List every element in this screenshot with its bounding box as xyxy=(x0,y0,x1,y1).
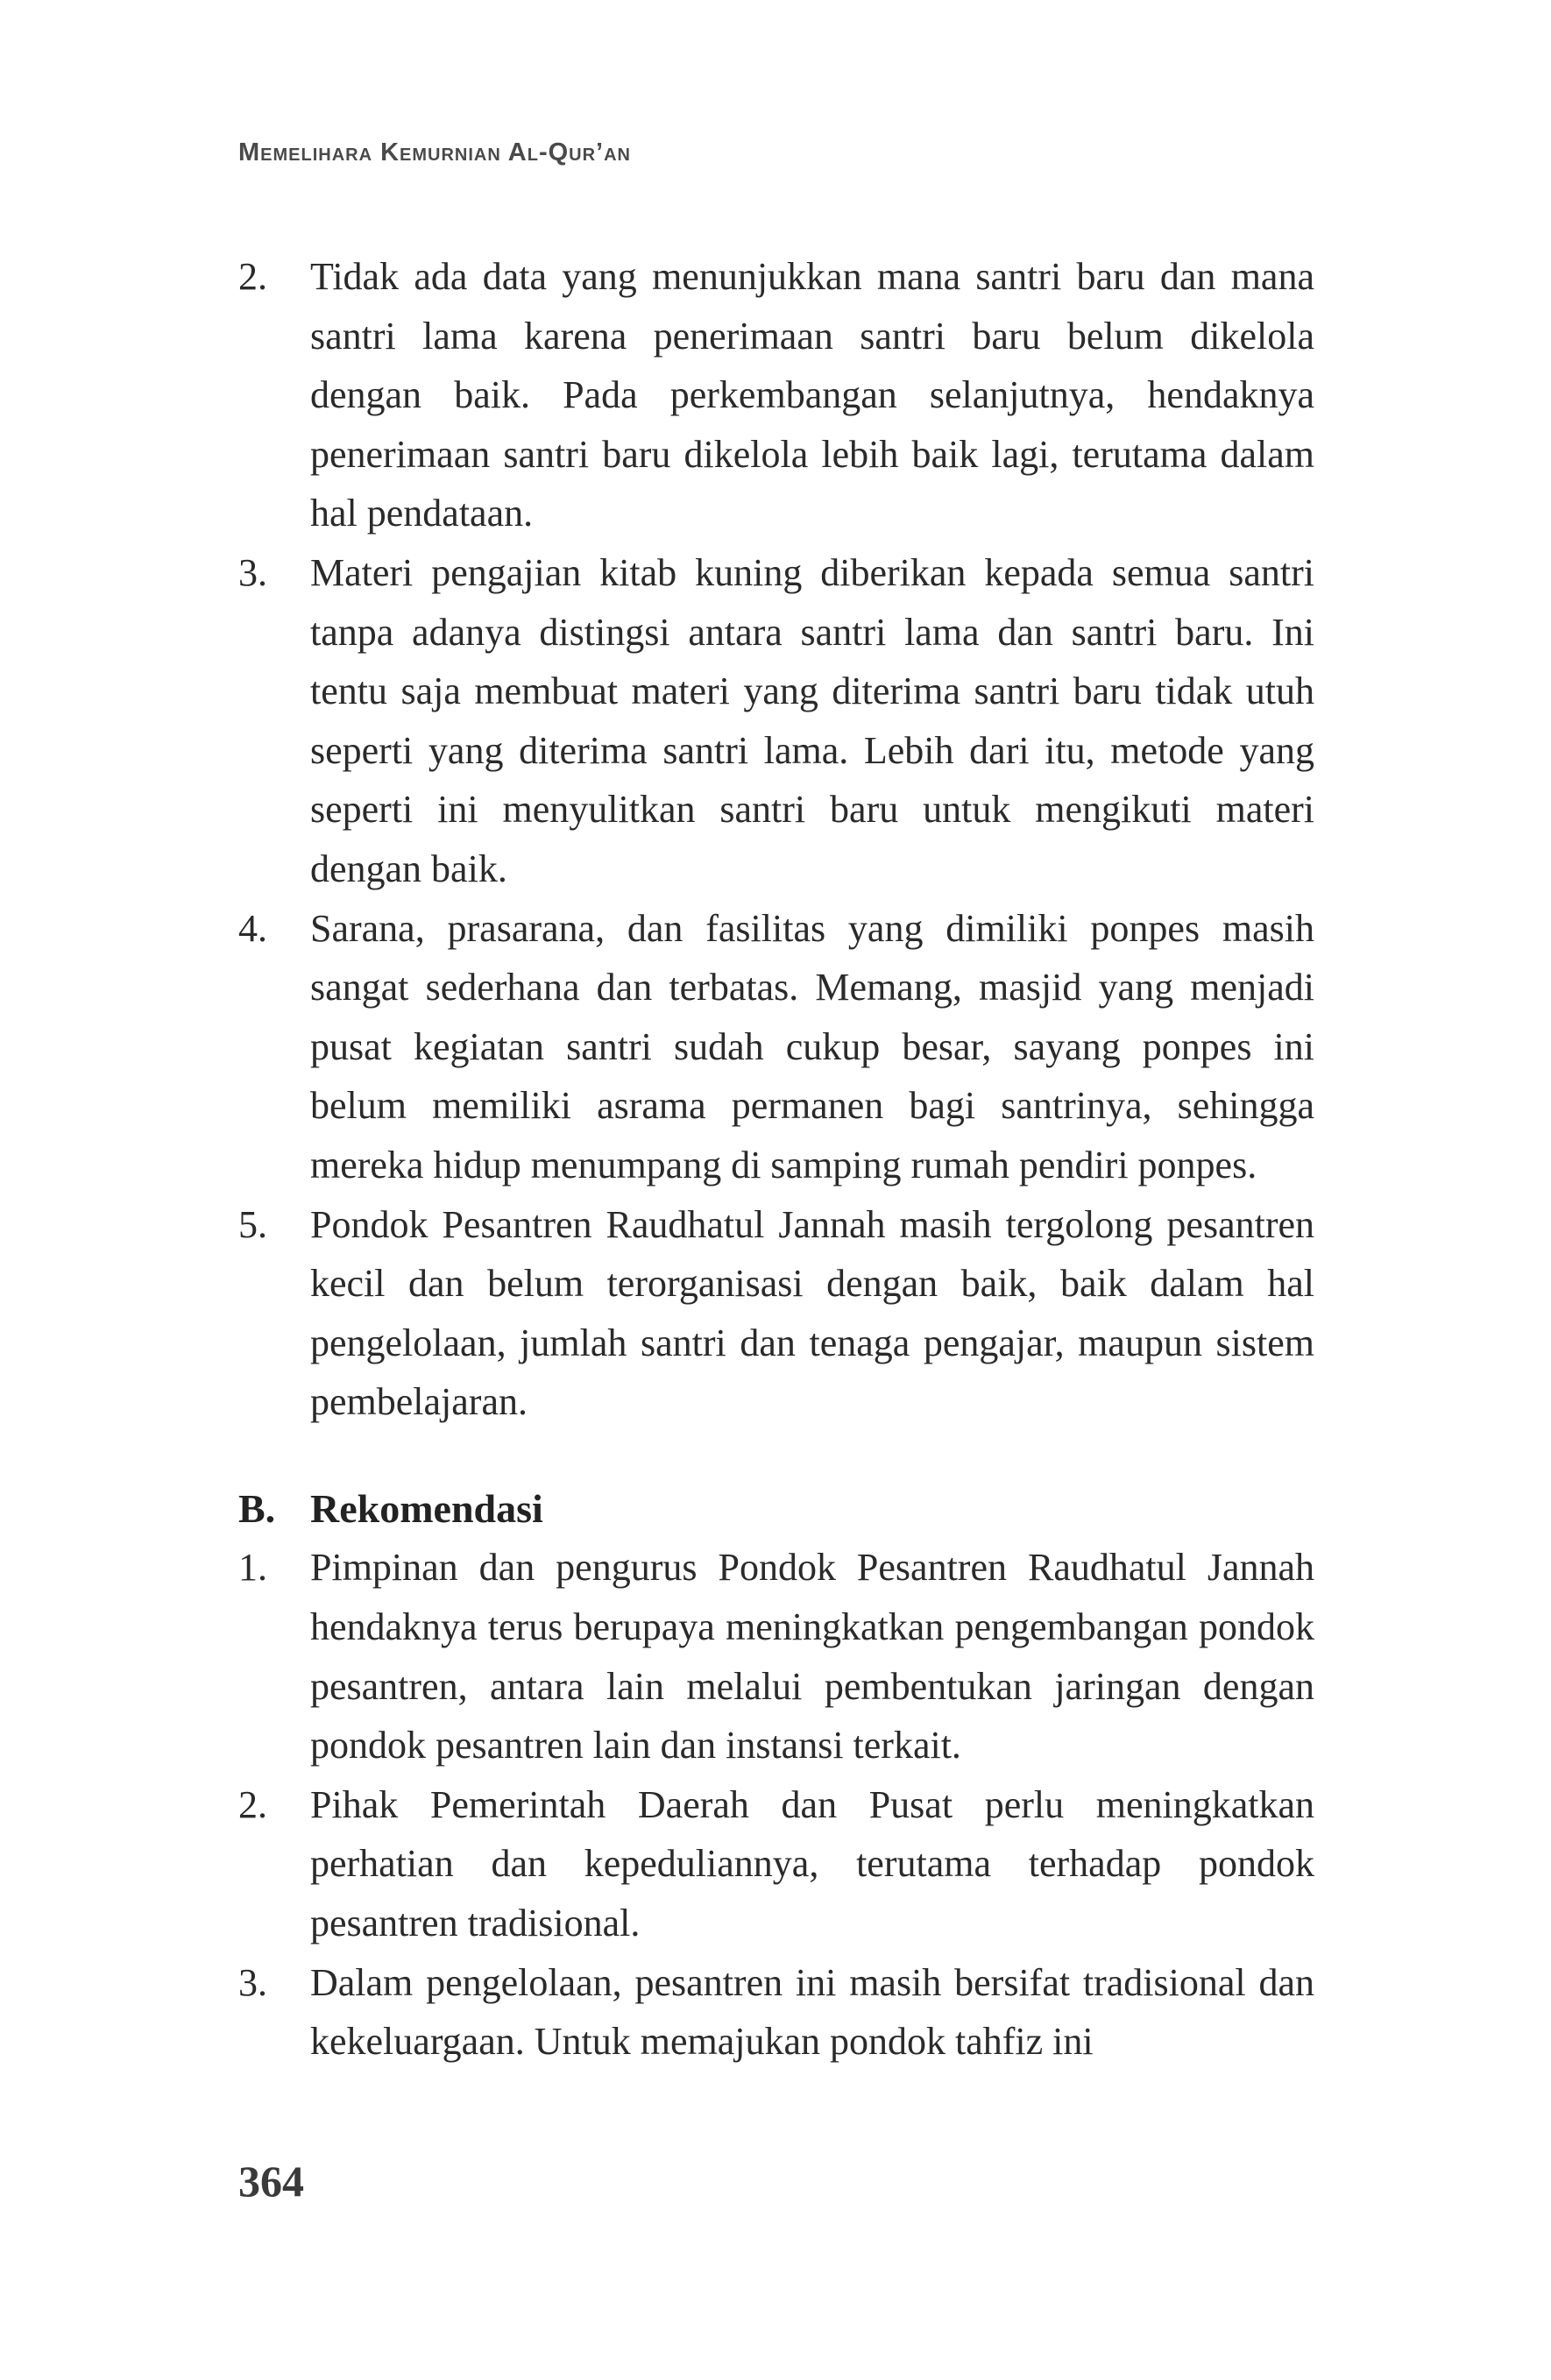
list-item xyxy=(238,899,1314,1195)
list-item xyxy=(238,1538,1314,1774)
list-item-text: Pondok Pesantren Raudhatul Jannah masih tergolong pesantren kecil dan belum terorganisasi dengan baik, baik dalam hal pengelolaan, jumlah santri dan tenaga pengajar, maupun sistem pembelajaran. xyxy=(310,1202,1314,1424)
page-content xyxy=(238,247,1314,2072)
list-item-number: 4. xyxy=(238,906,267,950)
list-item-number: 1. xyxy=(238,1546,267,1590)
list-item-text: Sarana, prasarana, dan fasilitas yang dimiliki ponpes masih sangat sederhana dan terbatas. Memang, masjid yang menjadi pusat kegiatan santri sudah cukup besar, sayang ponpes ini belum memiliki asrama permanen bagi santrinya, sehingga mereka hidup menumpang di samping rumah pendiri ponpes. xyxy=(310,906,1314,1186)
list-item-text: Pihak Pemerintah Daerah dan Pusat perlu meningkatkan perhatian dan kepeduliannya, terutama terhadap pondok pesantren tradisional. xyxy=(310,1782,1314,1945)
list-item-number: 3. xyxy=(238,1960,267,2004)
section-letter: B. xyxy=(238,1485,276,1531)
list-item-text: Tidak ada data yang menunjukkan mana santri baru dan mana santri lama karena penerimaan santri baru belum dikelola dengan baik. Pada perkembangan selanjutnya, hendaknya penerimaan santri baru dikelola lebih baik lagi, terutama dalam hal pendataan. xyxy=(310,255,1314,535)
list-item-number: 5. xyxy=(238,1202,267,1246)
list-item xyxy=(238,543,1314,899)
list-item xyxy=(238,247,1314,543)
list-item-text: Materi pengajian kitab kuning diberikan kepada semua santri tanpa adanya distingsi antara santri lama dan santri baru. Ini tentu saja membuat materi yang diterima santri baru tidak utuh seperti yang diterima santri lama. Lebih dari itu, metode yang seperti ini menyulitkan santri baru untuk mengikuti materi dengan baik. xyxy=(310,550,1314,890)
section-title: Rekomendasi xyxy=(310,1485,543,1531)
page-number: 364 xyxy=(238,2157,304,2206)
list-item-text: Pimpinan dan pengurus Pondok Pesantren Raudhatul Jannah hendaknya terus berupaya meningkatkan pengembangan pondok pesantren, antara lain melalui pembentukan jaringan dengan pondok pesantren lain dan instansi terkait. xyxy=(310,1546,1314,1767)
list-item-number: 2. xyxy=(238,1782,267,1826)
conclusion-list xyxy=(238,247,1314,1432)
list-item-number: 2. xyxy=(238,255,267,298)
recommendation-list xyxy=(238,1538,1314,2071)
list-item xyxy=(238,1195,1314,1432)
list-item xyxy=(238,1953,1314,2072)
list-item xyxy=(238,1775,1314,1953)
list-item-number: 3. xyxy=(238,550,267,594)
running-header: Memelihara Kemurnian Al-Qur’an xyxy=(238,138,632,166)
section-heading xyxy=(238,1479,1314,1539)
list-item-text: Dalam pengelolaan, pesantren ini masih bersifat tradisional dan kekeluargaan. Untuk memajukan pondok tahfiz ini xyxy=(310,1960,1314,2064)
